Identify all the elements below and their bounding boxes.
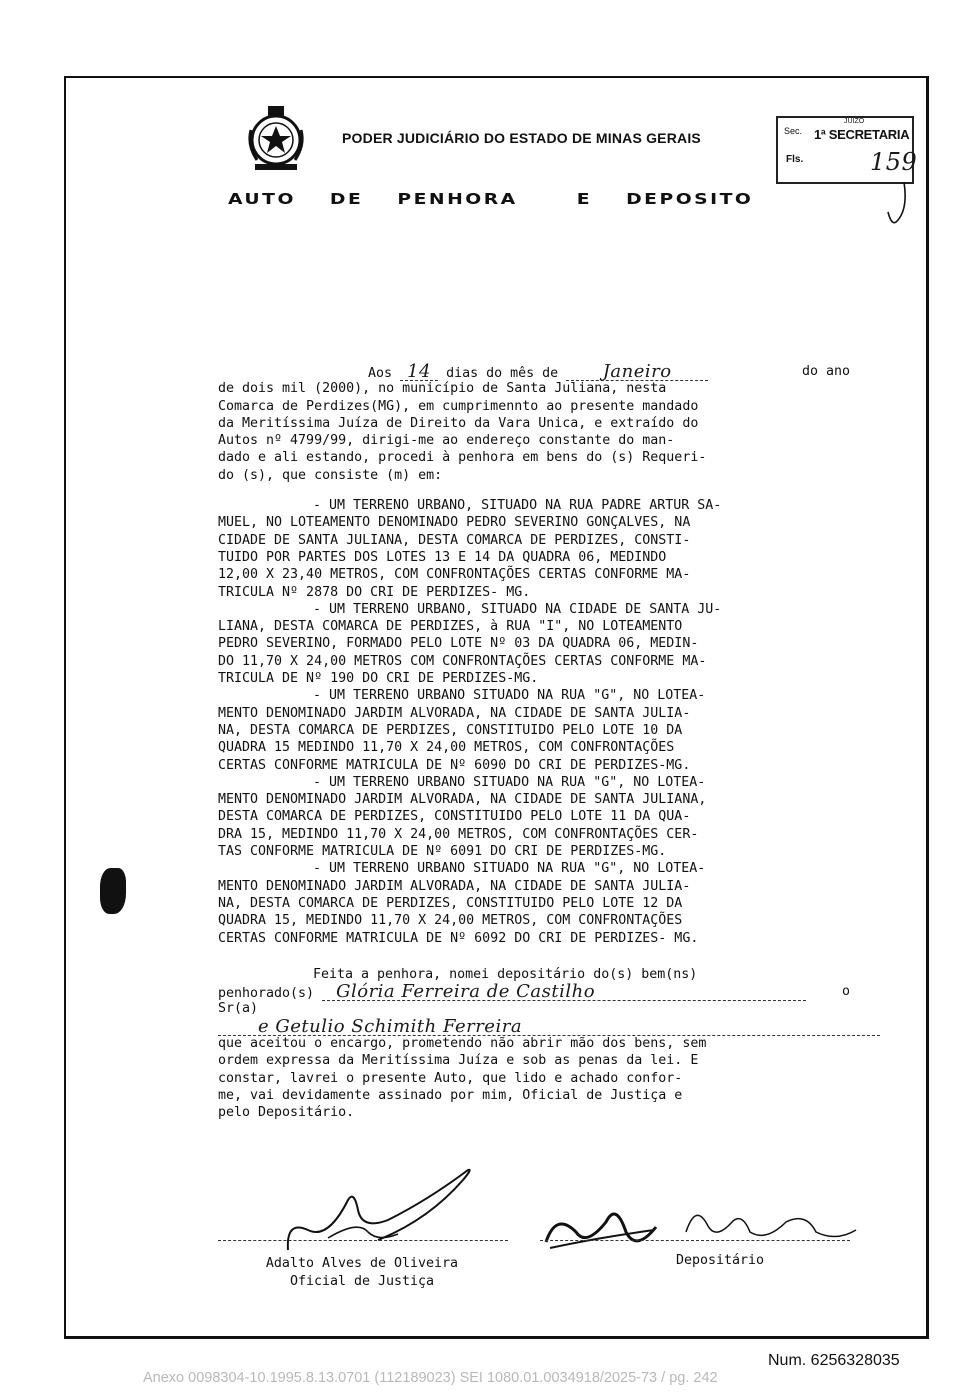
officer-signature-icon — [268, 1160, 488, 1260]
day-handwritten: 14 — [400, 363, 438, 381]
depositary-role: Depositário — [676, 1253, 765, 1268]
coat-of-arms-icon — [243, 100, 309, 174]
second-name-handwritten: e Getulio Schimith Ferreira — [218, 1018, 880, 1036]
depositary-signature-line — [540, 1240, 850, 1241]
officer-name: Adalto Alves de Oliveira — [265, 1256, 459, 1271]
depositary-signature-icon — [536, 1192, 866, 1260]
text-line: pelo Depositário. — [218, 1105, 355, 1121]
stamp-fls-label: Fls. — [786, 154, 804, 165]
property-item: - UM TERRENO URBANO, SITUADO NA RUA PADRE ARTUR SA- MUEL, NO LOTEAMENTO DENOMINADO PEDRO SEVERINO GONÇALVES, NA CIDADE DE SANTA JULIANA, DESTA COMARCA DE PERDIZES, CONSTI- TUIDO POR PARTES DOS LOTES 13 E 14 DA QUADRA 06, MEDINDO 12,00 X 23,40 METROS, COM CONFRONTAÇÕES CERTAS CONFORME MA- TRICULA Nº 2878 DO CRI DE PERDIZES- MG. — [218, 498, 722, 600]
document-body — [218, 363, 850, 1121]
stamp-juizo-label: JUIZO — [844, 118, 865, 125]
title-word: E — [576, 190, 593, 208]
depositary-line: penhorado(s) Glória Ferreira de Castilho o — [218, 981, 850, 1003]
text-line: ordem expressa da Meritíssima Juíza e sob as penas da lei. E — [218, 1053, 699, 1069]
stamp-sec-label: Sec. — [784, 126, 803, 136]
text-line: do (s), que consiste (m) em: — [218, 467, 443, 483]
text-line: Autos nº 4799/99, dirigi-me ao endereço constante do man- — [218, 433, 675, 449]
title-word: DEPOSITO — [626, 190, 754, 208]
month-handwritten: Janeiro — [566, 363, 708, 381]
depositary-name-handwritten: Glória Ferreira de Castilho — [322, 983, 806, 1001]
court-name: PODER JUDICIÁRIO DO ESTADO DE MINAS GERAIS — [342, 130, 701, 146]
document-title — [228, 190, 753, 208]
document-number: Num. 6256328035 — [768, 1352, 900, 1369]
title-word: DE — [329, 190, 364, 208]
second-depositary-line — [218, 1015, 850, 1037]
property-item: - UM TERRENO URBANO SITUADO NA RUA "G", NO LOTEA- MENTO DENOMINADO JARDIM ALVORADA, NA CIDADE DE SANTA JULIANA, DESTA COMARCA DE PERDIZES, CONSTITUIDO PELO LOTE 11 DA QUA- DRA 15, MEDINDO 11,70 X 24,00 METROS, COM CONFRONTAÇÕES CER- TAS CONFORME MATRICULA DE Nº 6091 DO CRI DE PERDIZES-MG. — [218, 774, 707, 860]
footer-reference: Anexo 0098304-10.1995.8.13.0701 (112189023) SEI 1080.01.0034918/2025-73 / pg. 242 — [143, 1370, 718, 1386]
stamp-secretaria-label: 1ª SECRETARIA — [814, 127, 910, 142]
text-line: que aceitou o encargo, prometendo não abrir mão dos bens, sem — [218, 1035, 707, 1051]
stamp-flourish-icon — [884, 180, 914, 234]
text-line: constar, lavrei o presente Auto, que lido e achado confor- — [218, 1070, 683, 1086]
property-item: - UM TERRENO URBANO SITUADO NA RUA "G", NO LOTEA- MENTO DENOMINADO JARDIM ALVORADA, NA CIDADE DE SANTA JULIA- NA, DESTA COMARCA DE PERDIZES, CONSTITUIDO PELO LOTE 10 DA QUADRA 15 MEDINDO 11,70 X 24,00 METROS, COM CONFRONTAÇÕES CERTAS CONFORME MATRICULA DE Nº 6090 DO CRI DE PERDIZES-MG. — [218, 688, 706, 773]
text-line: me, vai devidamente assinado por mim, Oficial de Justiça e — [218, 1087, 683, 1103]
officer-signature-line — [218, 1240, 508, 1241]
officer-block — [237, 1255, 487, 1291]
property-item: - UM TERRENO URBANO, SITUADO NA CIDADE DE SANTA JU- LIANA, DESTA COMARCA DE PERDIZES, à RUA "I", NO LOTEAMENTO PEDRO SEVERINO, FORMADO PELO LOTE Nº 03 DA QUADRA 06, MEDIN- DO 11,70 X 24,00 METROS COM CONFRONTAÇÕES CERTAS CONFORME MA- TRICULA DE Nº 190 DO CRI DE PERDIZES-MG. — [218, 601, 722, 687]
title-word: PENHORA — [397, 190, 518, 208]
page-number-handwritten: 159 — [870, 148, 918, 176]
text-line: de dois mil (2000), no município de Santa Juliana, nesta — [218, 381, 667, 397]
punch-hole-mark — [100, 868, 126, 914]
text-line: Comarca de Perdizes(MG), em cumprimennto ao presente mandado — [218, 398, 699, 414]
sr-line: Sr(a) — [218, 1001, 259, 1017]
text-line: dado e ali estando, procedi à penhora em bens do (s) Requeri- — [218, 450, 707, 466]
text-line: da Meritíssima Juíza de Direito da Vara Unica, e extraído do — [218, 415, 699, 431]
closing-first-line: Feita a penhora, nomei depositário do(s) bem(ns) — [313, 966, 698, 982]
title-word: AUTO — [228, 190, 296, 208]
property-item: - UM TERRENO URBANO SITUADO NA RUA "G", NO LOTEA- MENTO DENOMINADO JARDIM ALVORADA, NA CIDADE DE SANTA JULIA- NA, DESTA COMARCA DE PERDIZES, CONSTITUIDO PELO LOTE 12 DA QUADRA 15, MEDINDO 11,70 X 24,00 METROS, COM CONFRONTAÇÕES CERTAS CONFORME MATRICULA DE Nº 6092 DO CRI DE PERDIZES- MG. — [218, 861, 706, 946]
officer-role: Oficial de Justiça — [289, 1274, 435, 1289]
opening-first-line: Aos 14 dias do mês de Janeiro do ano — [368, 361, 850, 382]
